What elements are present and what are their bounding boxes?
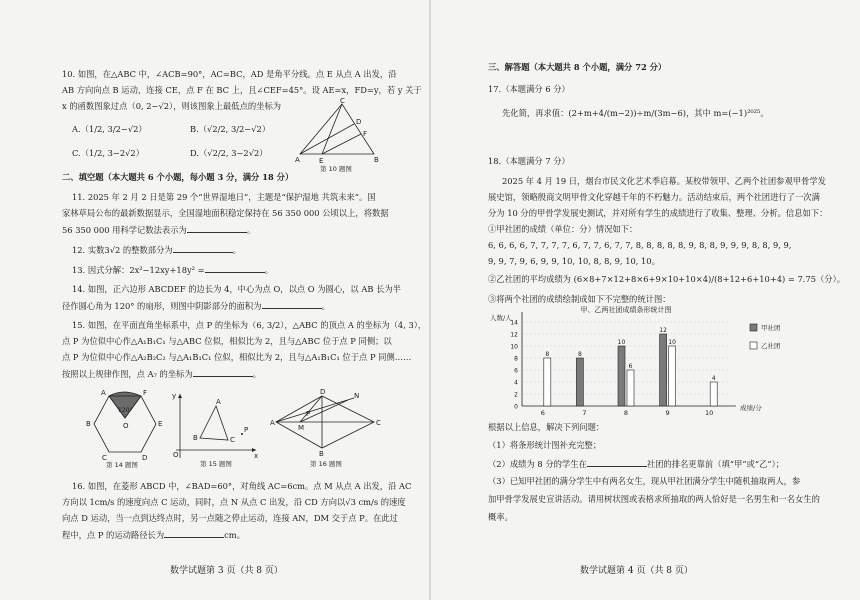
q18-part2-blank (587, 458, 647, 467)
y-tick-label: 14 (510, 319, 518, 327)
q16-figure (270, 388, 382, 468)
q18-after: 根据以上信息，解决下列问题： (488, 422, 605, 432)
data-label: 6 (628, 363, 633, 370)
svg-text:A: A (101, 389, 106, 397)
svg-text:E: E (319, 157, 324, 165)
data-label: 4 (711, 375, 716, 382)
y-tick-label: 8 (514, 355, 518, 363)
svg-text:A: A (216, 398, 221, 406)
q16-line2: 方向以 1cm/s 的速度向点 C 运动，同时，点 N 从点 C 出发，沿 CD 方向以√3 cm/s 的速度 (62, 497, 406, 507)
page-3-footer: 数学试题第 3 页（共 8 页） (170, 566, 283, 576)
svg-text:F: F (143, 389, 148, 397)
q14-caption: 第 14 题图 (106, 461, 138, 468)
q16-caption: 第 16 题图 (310, 460, 342, 468)
q17-body: 先化简，再求值：(2+m+4/(m−2))÷m/(3m−6)，其中 m=(−1)²⁰²⁵。 (502, 108, 769, 118)
q18-part3-line3: 概率。 (488, 512, 513, 522)
q15-answer-blank (193, 368, 253, 377)
legend-swatch (750, 342, 757, 349)
svg-text:A: A (270, 419, 275, 427)
q11-line3: 56 350 000 用科学记数法表示为 。 (62, 225, 256, 235)
legend-label: 甲社团 (761, 324, 781, 332)
q15-caption: 第 15 题图 (200, 460, 232, 468)
section3-heading: 三、解答题（本大题共 8 个小题，满分 72 分） (488, 62, 667, 72)
q12-answer-blank (173, 244, 233, 253)
y-tick-label: 10 (510, 343, 518, 351)
q16-line3: 向点 D 运动，当一点到达终点时，另一点随之停止运动，连接 AN，DM 交于点 P。在此过 (62, 513, 398, 523)
q10-line2: AB 方向向点 B 运动，连接 CE，点 F 在 BC 上，且∠CEF=45°。设 AE=x，FD=y，若 y 关于 (62, 85, 422, 95)
data-label: 8 (577, 351, 582, 358)
svg-text:B: B (86, 420, 91, 428)
data-label: 10 (617, 339, 626, 346)
q10-figure (294, 96, 382, 174)
q18-line2: 展史馆，领略殷商文明甲骨文化穿越千年的不朽魅力。活动结束后，两个社团进行了一次满 (488, 192, 820, 202)
q18-info3: ③将两个社团的成绩绘制成如下不完整的统计图： (488, 294, 671, 304)
bar (627, 370, 634, 406)
q12: 12. 实数3√2 的整数部分为 。 (72, 245, 242, 255)
svg-text:B: B (319, 450, 324, 458)
svg-text:C: C (340, 97, 345, 105)
q18-part3-line2: 加甲骨学发展史宣讲活动。请用树状图或表格求所抽取的两人恰好是一名男生和一名女生的 (488, 494, 820, 504)
bar (576, 358, 583, 406)
svg-text:P: P (244, 426, 249, 434)
q18-line3: 分为 10 分的甲骨学发展史测试，并对所有学生的成绩进行了收集、整理、分析。信息如下： (488, 208, 828, 218)
q15-line3: 点 P 为位似中心作△A₂B₂C₂ 与△A₁B₁C₁ 位似，相似比为 2，且与△A₁B₁C₁ 位于点 P 同侧…… (62, 352, 412, 362)
bar-chart (490, 306, 816, 418)
q14-line1: 14. 如图，正六边形 ABCDEF 的边长为 4，中心为点 O，以点 O 为圆心，以 AB 长为半 (72, 284, 401, 294)
q11-line1: 11. 2025 年 2 月 2 日是第 29 个“世界湿地日”，主题是“保护湿地 共筑未来”。国 (72, 192, 376, 202)
q16-line4: 程中，点 P 的运动路径长为 cm。 (62, 530, 245, 540)
q14-figure (86, 386, 164, 468)
q14-angle-label: 120° (118, 407, 133, 414)
svg-text:C: C (230, 436, 235, 444)
q13: 13. 因式分解：2x²−12xy+18y² = 。 (72, 265, 273, 275)
q18-data1: 6, 6, 6, 6, 7, 7, 7, 7, 6, 7, 7, 6, 7, 7, 8, 8, 8, 8, 8, 9, 8, 8, 9, 9, 9, 8, 8, 9, 9, (488, 240, 792, 250)
q18-part2: （2）成绩为 8 分的学生在 社团的排名更靠前（填“甲”或“乙”）； (488, 459, 785, 469)
q18-data2: 9, 9, 7, 9, 6, 9, 9, 10, 10, 8, 8, 9, 10, 10。 (488, 256, 660, 266)
q14-answer-blank (262, 300, 322, 309)
svg-text:E: E (158, 420, 163, 428)
svg-text:O: O (173, 451, 179, 459)
q10-caption: 第 10 题图 (320, 165, 352, 173)
q18-part3-line1: （3）已知甲社团的满分学生中有两名女生，现从甲社团满分学生中随机抽取两人，参 (488, 476, 801, 486)
y-axis-label: 人数/人 (490, 314, 512, 322)
data-label: 8 (545, 351, 550, 358)
q15-line4: 按照以上规律作图，点 A₇ 的坐标为 。 (62, 369, 262, 379)
x-tick-label: 10 (705, 409, 714, 417)
svg-text:x: x (254, 452, 259, 460)
bar (710, 382, 717, 406)
legend-label: 乙社团 (761, 342, 781, 350)
q10-option-d: D.（√2/2, 3−2√2） (190, 148, 268, 158)
y-tick-label: 12 (510, 331, 518, 339)
section2-heading: 二、填空题（本大题共 6 个小题，每小题 3 分，满分 18 分） (62, 172, 294, 182)
q15-line2: 点 P 为位似中心作△A₁B₁C₁ 与△ABC 位似，相似比为 2，且与△ABC 位于点 P 同侧；以 (62, 336, 392, 346)
q10-option-c: C.（1/2, 3−2√2） (72, 148, 144, 158)
data-label: 10 (668, 339, 676, 346)
bar (660, 334, 667, 406)
svg-text:C: C (102, 454, 107, 462)
q17-title: 17.（本题满分 6 分） (488, 84, 570, 94)
x-tick-label: 8 (623, 409, 629, 417)
q18-part1: （1）将条形统计图补充完整； (488, 440, 602, 450)
x-tick-label: 6 (540, 409, 545, 417)
y-tick-label: 4 (514, 379, 518, 387)
x-tick-label: 7 (582, 409, 587, 417)
bar (544, 358, 551, 406)
chart-title: 甲、乙两社团成绩条形统计图 (580, 306, 672, 314)
svg-text:A: A (295, 156, 300, 164)
q10-option-b: B.（√2/2, 3/2−√2） (190, 124, 271, 134)
q11-line2: 家林草局公布的最新数据显示，全国湿地面积稳定保持在 56 350 000 公顷以上，将数据 (62, 208, 389, 218)
q11-answer-blank (187, 224, 247, 233)
y-tick-label: 2 (514, 391, 518, 399)
q15-line1: 15. 如图，在平面直角坐标系中，点 P 的坐标为（6, 3/2），△ABC 的顶点 A 的坐标为（4, 3）， (72, 320, 427, 330)
svg-text:D: D (356, 118, 362, 126)
q16-line1: 16. 如图，在菱形 ABCD 中，∠BAD=60°，对角线 AC=6cm。点 M 从点 A 出发，沿 AC (72, 481, 412, 491)
svg-text:F: F (363, 130, 368, 138)
legend-swatch (750, 324, 757, 331)
svg-text:D: D (142, 454, 148, 462)
q14-line2: 径作圆心角为 120° 的扇形，则图中阴影部分的面积为 。 (62, 301, 330, 311)
y-tick-label: 0 (514, 403, 518, 411)
x-tick-label: 9 (665, 409, 670, 417)
bar (618, 346, 625, 406)
q10-line1: 10. 如图，在△ABC 中，∠ACB=90°，AC=BC，AD 是角平分线。点 E 从点 A 出发，沿 (62, 69, 397, 79)
q10-option-a: A.（1/2, 3/2−√2） (72, 124, 147, 134)
y-tick-label: 6 (514, 367, 518, 375)
q18-title: 18.（本题满分 7 分） (488, 156, 570, 166)
q10-line3: x 的函数图象过点（0, 2−√2），则该图象上最低点的坐标为 (62, 101, 282, 111)
svg-text:P: P (306, 410, 311, 418)
page-4 (430, 0, 860, 600)
page-4-footer: 数学试题第 4 页（共 8 页） (580, 566, 693, 576)
q13-answer-blank (205, 264, 265, 273)
data-label: 12 (659, 327, 667, 334)
q18-info1: ①甲社团的成绩（单位：分）情况如下： (488, 224, 638, 234)
q18-info2: ②乙社团的平均成绩为 (6×8+7×12+8×6+9×10+10×4)/(8+12+6+10+4) = 7.75（分）。 (488, 274, 846, 284)
q18-line1: 2025 年 4 月 19 日，烟台市民文化艺术季启幕。某校带领甲、乙两个社团参观甲骨学发 (502, 176, 826, 186)
svg-text:y: y (172, 392, 177, 400)
bar (669, 346, 676, 406)
svg-text:N: N (354, 392, 360, 400)
svg-text:C: C (376, 419, 381, 427)
svg-text:B: B (374, 156, 379, 164)
x-axis-label: 成绩/分 (740, 404, 762, 412)
svg-text:O: O (123, 422, 129, 430)
q15-figure (170, 392, 260, 468)
q16-answer-blank (164, 529, 224, 538)
svg-text:B: B (193, 434, 198, 442)
svg-text:D: D (320, 388, 326, 396)
svg-text:M: M (298, 424, 305, 432)
